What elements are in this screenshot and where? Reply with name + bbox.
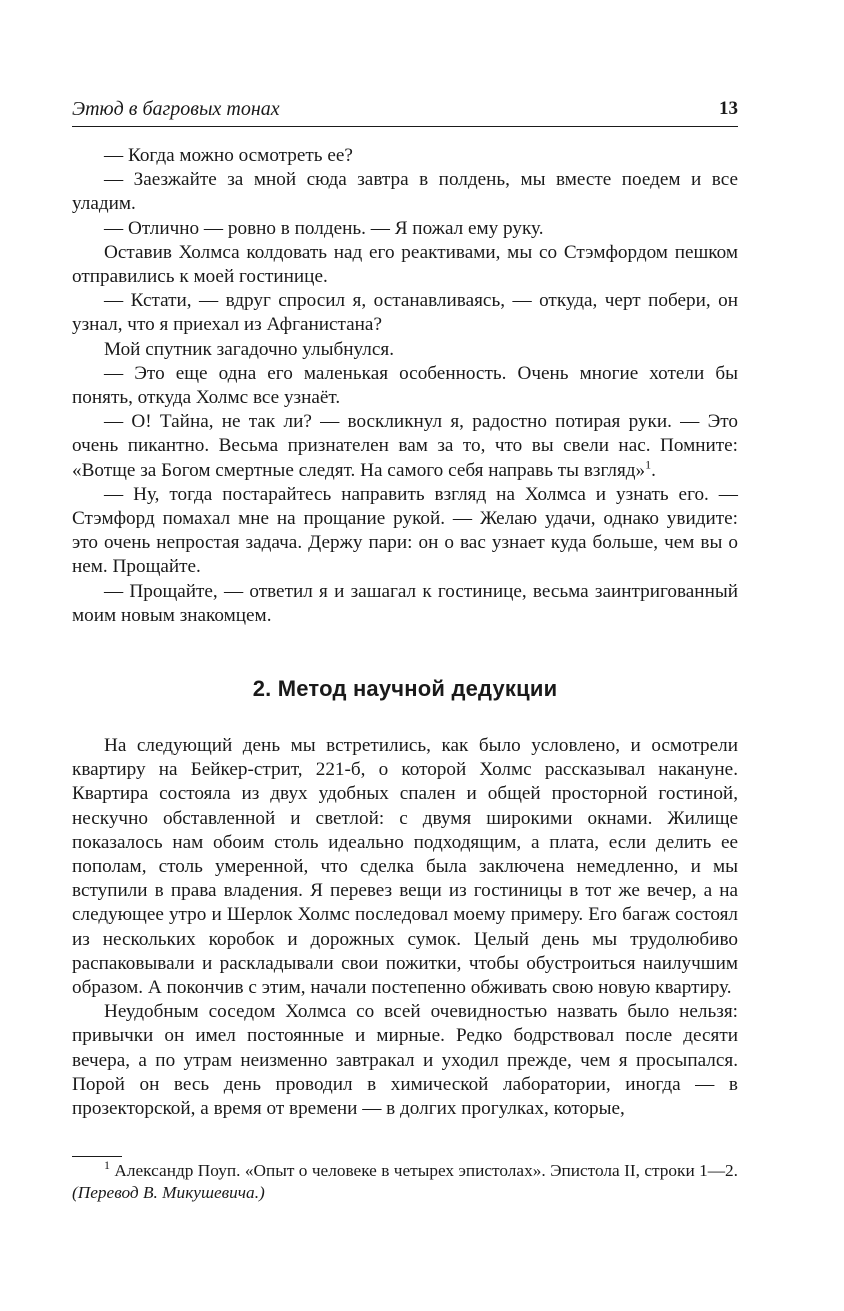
quote-tail: .: [651, 459, 656, 481]
paragraph: Оставив Холмса колдовать над его реактивами, мы со Стэмфордом пешком отправились к моей гостинице.: [72, 241, 738, 288]
paragraph: — Когда можно осмотреть ее?: [104, 145, 353, 166]
footnote-reference: 1: [645, 457, 652, 472]
footnote-translator: (Перевод В. Микушевича.): [72, 1183, 265, 1202]
paragraph: — Прощайте, — ответил я и зашагал к гостинице, весьма заинтригованный моим новым знакомцем.: [72, 580, 738, 626]
running-title: Этюд в багровых тонах: [72, 98, 280, 120]
footnote-mark: 1: [104, 1158, 110, 1173]
paragraph: — Это еще одна его маленькая особенность. Очень многие хотели бы понять, откуда Холмс все узнаёт.: [72, 362, 738, 409]
page-header: [72, 96, 738, 127]
paragraph: На следующий день мы встретились, как было условлено, и осмотрели квартиру на Бейкер-стрит, 221-б, о которой Холмс рассказывал накануне. Квартира состояла из двух удобных спален и общей просторной гостиной, нескучно обставленной и светлой: с двумя широкими окнами. Жилище показалось нам обоим столь идеально подходящим, а плата, если делить ее пополам, столь умеренной, что сделка была заключена немедленно, и мы вступили в права владения. Я перевез вещи из гостиницы в тот же вечер, а на следующее утро и Шерлок Холмс последовал моему примеру. Его багаж состоял из нескольких коробок и дорожных сумок. Целый день мы трудолюбиво распаковывали и раскладывали свои пожитки, чтобы обустроиться наилучшим образом. А покончив с этим, начали постепенно обживать свою новую квартиру.: [72, 735, 738, 999]
paragraph: Неудобным соседом Холмса со всей очевидностью назвать было нельзя: привычки он имел постоянные и мирные. Редко бодрствовал после десяти вечера, а по утрам неизменно завтракал и уходил прежде, чем я просыпался. Порой он весь день проводил в химической лаборатории, иногда — в прозекторской, а время от времени — в долгих прогулках, которые,: [72, 1001, 738, 1120]
paragraph: — Заезжайте за мной сюда завтра в полдень, мы вместе поедем и все уладим.: [72, 169, 738, 215]
paragraph: — Ну, тогда постарайтесь направить взгляд на Холмса и узнать его. — Стэмфорд помахал мне на прощание рукой. — Желаю удачи, однако увидите: это очень непростая задача. Держу пари: он о вас узнает куда больше, чем вы о нем. Прощайте.: [72, 483, 738, 578]
chapter-text: [72, 144, 738, 628]
page-number: 13: [719, 98, 738, 119]
section-text: [72, 734, 738, 1121]
paragraph: — Отлично — ровно в полдень. — Я пожал ему руку.: [104, 217, 544, 239]
footnote: [72, 1160, 738, 1204]
paragraph: Мой спутник загадочно улыбнулся.: [104, 338, 395, 360]
paragraph: — Кстати, — вдруг спросил я, останавливаясь, — откуда, черт побери, он узнал, что я приехал из Афганистана?: [72, 290, 738, 336]
quote-text: — О! Тайна, не так ли? — воскликнул я, радостно потирая руки. — Это очень пикантно. Весьма признателен вам за то, что вы свели нас. Помните: «Вотще за Богом смертные следят. На самого себя направь ты взгляд»: [72, 411, 738, 481]
section-heading: 2. Метод научной дедукции: [252, 676, 558, 701]
footnote-divider: [72, 1156, 122, 1157]
footnote-text: Александр Поуп. «Опыт о человеке в четырех эпистолах». Эпистола II, строки 1—2.: [114, 1161, 738, 1180]
quote-paragraph: [72, 410, 738, 483]
